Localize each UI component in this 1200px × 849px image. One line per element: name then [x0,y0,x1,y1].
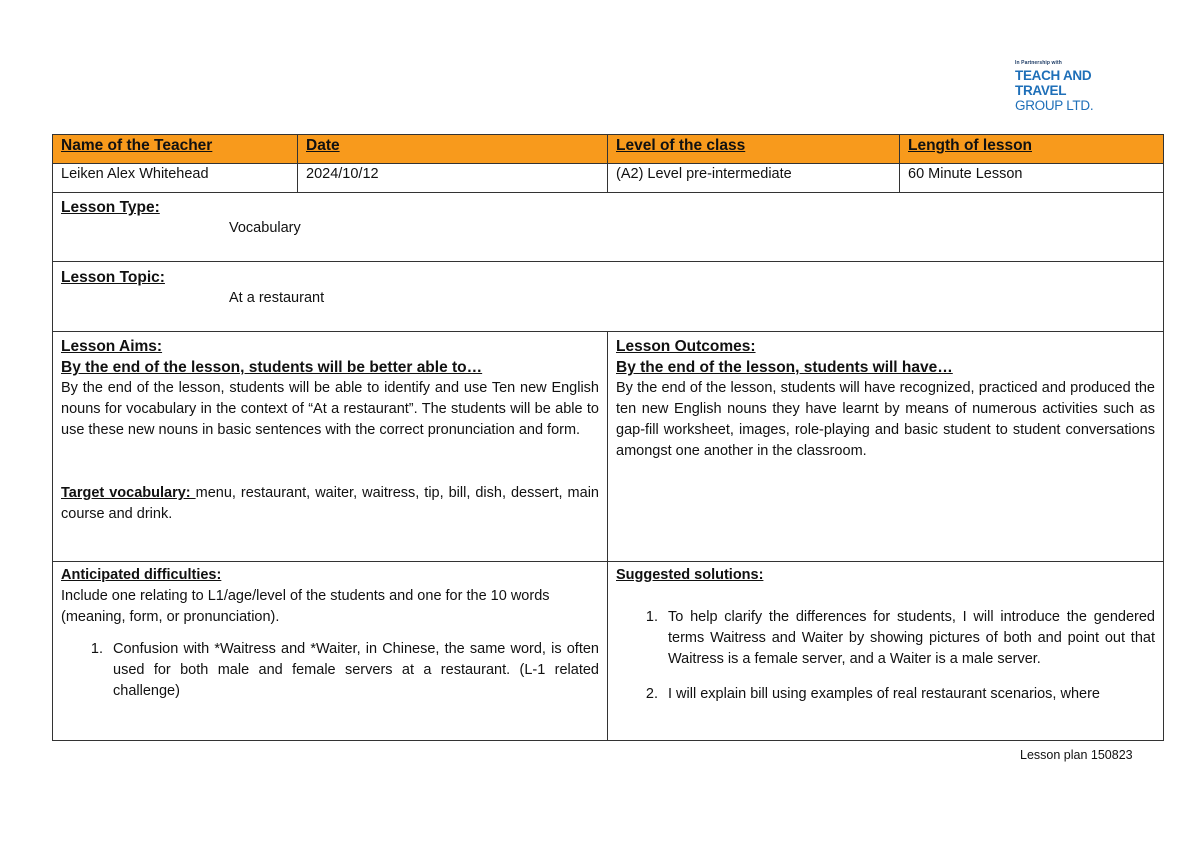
date-label: Date [306,137,340,154]
teacher-value: Leiken Alex Whitehead [53,164,298,193]
aims-outcomes-row [53,332,1164,562]
company-logo [1015,60,1145,113]
lesson-type-cell [53,193,1164,262]
difficulties-list [61,639,599,702]
header-row [53,135,1164,164]
logo-partnership-text: In Partnership with [1015,60,1062,66]
solutions-cell [608,562,1164,741]
difficulty-item: 1. Confusion with *Waitress and *Waiter, in Chinese, the same word, is often used for both male and female servers at a restaurant. (L-1 related challenge) [107,639,599,702]
lesson-type-row [53,193,1164,262]
teacher-label: Name of the Teacher [61,137,213,154]
target-vocabulary-text: menu, restaurant, waiter, waitress, tip, bill, dish, dessert, main course and drink. [61,485,599,522]
lesson-topic-cell [53,262,1164,332]
aims-subhead: By the end of the lesson, students will be better able to… [61,359,483,376]
teacher-header-cell [53,135,298,164]
lesson-topic-value: At a restaurant [229,290,325,306]
level-header-cell [608,135,900,164]
lesson-type-value: Vocabulary [229,220,301,236]
lesson-type-label: Lesson Type: [61,199,160,216]
difficulties-cell [53,562,608,741]
solution-item: 2. I will explain bill using examples of real restaurant scenarios, where [662,684,1155,705]
target-vocabulary-label: Target vocabulary: [61,485,196,501]
aims-text: By the end of the lesson, students will be able to identify and use Ten new English nouns for vocabulary in the context of “At a restaurant”. The students will be able to use these new nouns in basic sentences with the correct pronunciation and form. [61,380,599,438]
logo-line-1: TEACH AND TRAVEL [1015,68,1092,98]
length-value: 60 Minute Lesson [900,164,1164,193]
solutions-list [616,607,1155,705]
difficulties-intro: Include one relating to L1/age/level of the students and one for the 10 words (meaning, form, or pronunciation). [61,588,550,625]
date-header-cell [298,135,608,164]
logo-line-2: GROUP LTD. [1015,98,1094,113]
outcomes-text: By the end of the lesson, students will have recognized, practiced and produced the ten new English nouns they have learnt by means of numerous activities such as gap-fill worksheet, images, role-playing and basic student to student conversations amongst one another in the classroom. [616,380,1155,459]
lesson-topic-row [53,262,1164,332]
difficulties-label: Anticipated difficulties: [61,567,222,583]
difficulties-solutions-row [53,562,1164,741]
lesson-topic-label: Lesson Topic: [61,269,165,286]
solutions-label: Suggested solutions: [616,567,764,583]
level-value: (A2) Level pre-intermediate [608,164,900,193]
aims-label: Lesson Aims: [61,338,163,355]
length-header-cell [900,135,1164,164]
outcomes-subhead: By the end of the lesson, students will have… [616,359,953,376]
values-row [53,164,1164,193]
solution-item: 1. To help clarify the differences for students, I will introduce the gendered terms Waitress and Waiter by showing pictures of both and point out that Waitress is a female server, and a Waiter is a male server. [662,607,1155,670]
lesson-outcomes-cell [608,332,1164,562]
outcomes-label: Lesson Outcomes: [616,338,756,355]
date-value: 2024/10/12 [298,164,608,193]
lesson-aims-cell [53,332,608,562]
level-label: Level of the class [616,137,746,154]
footer-text: Lesson plan 150823 [1020,748,1133,762]
lesson-plan-table [52,134,1164,741]
length-label: Length of lesson [908,137,1032,154]
